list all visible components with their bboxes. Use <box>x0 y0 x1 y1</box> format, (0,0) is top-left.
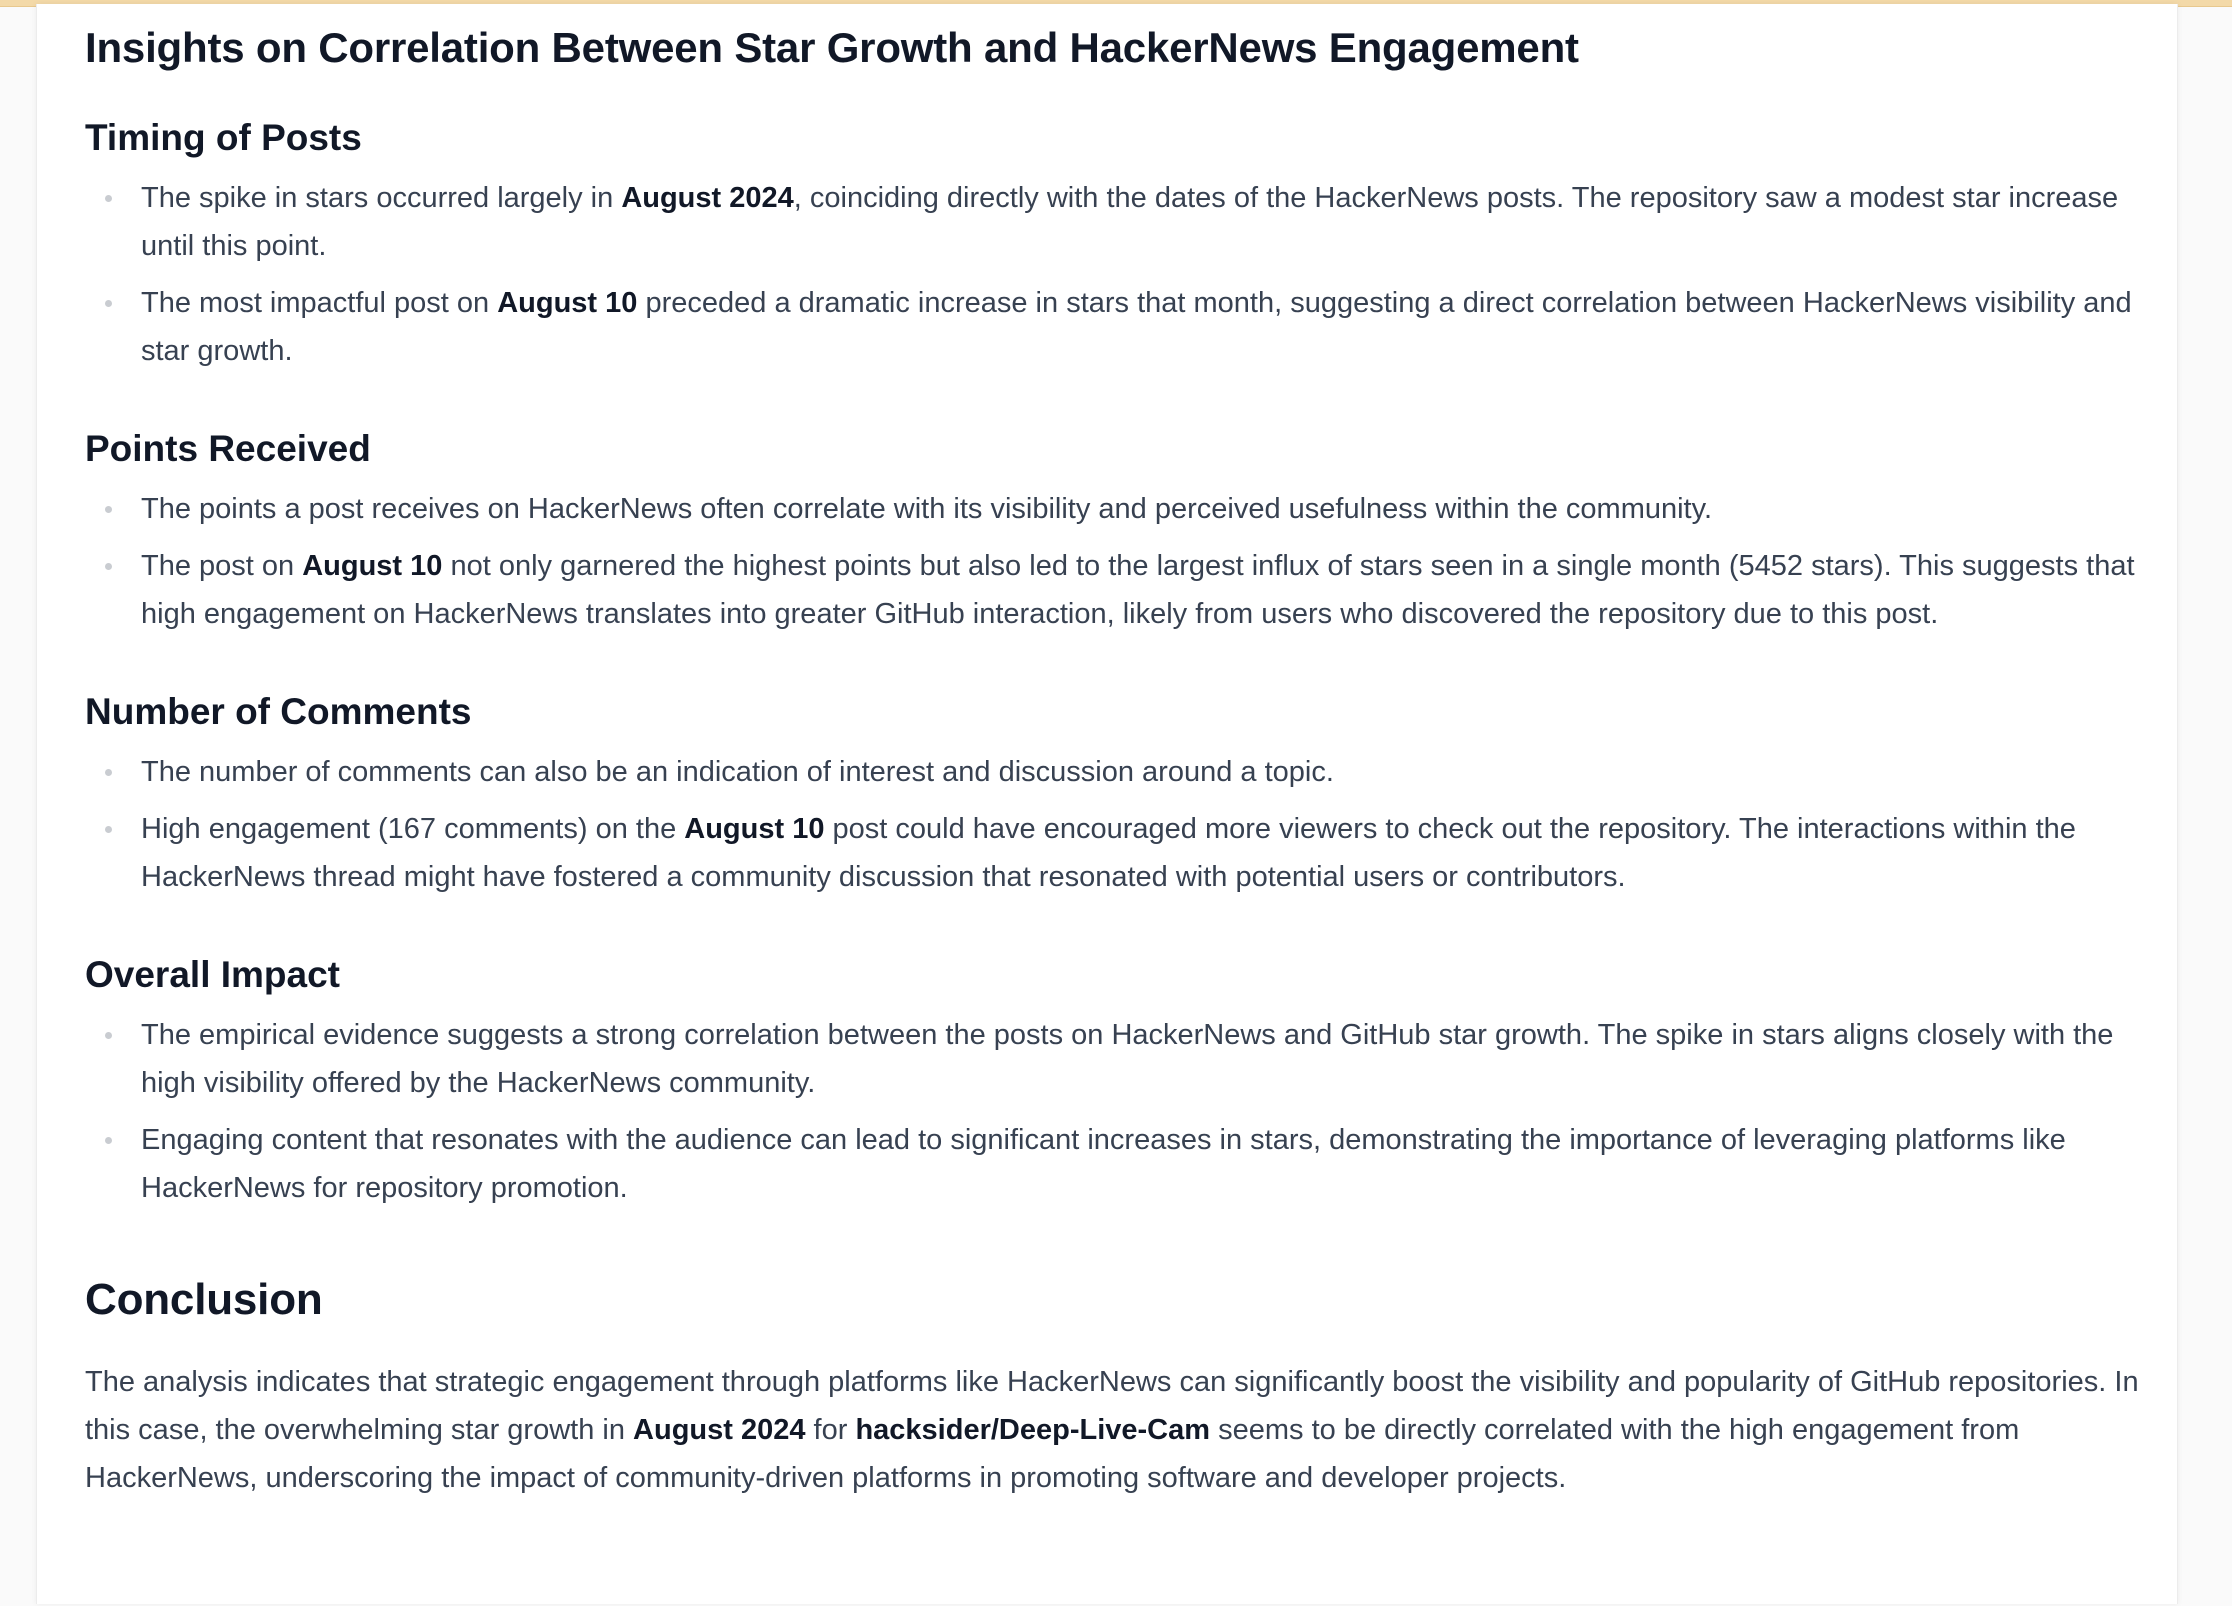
emphasis-date: August 10 <box>302 550 443 582</box>
comments-bullet-list <box>85 748 2171 901</box>
conclusion-paragraph: The analysis indicates that strategic engagement through platforms like HackerNews can significantly boost the visibility and popularity of GitHub repositories. In this case, the overwhelming star growth in August 2024 for hacksider/Deep-Live-Cam seems to be directly correlated with the high engagement from HackerNews, underscoring the impact of community-driven platforms in promoting software and developer projects. <box>85 1366 2139 1494</box>
section-heading-overall-impact: Overall Impact <box>85 954 341 995</box>
list-item: High engagement (167 comments) on the August 10 post could have encouraged more viewers to check out the repository. The interactions within the HackerNews thread might have fostered a community discussion that resonated with potential users or contributors. <box>141 805 2171 901</box>
repository-name: hacksider/Deep-Live-Cam <box>855 1414 1211 1446</box>
list-item: The spike in stars occurred largely in August 2024, coinciding directly with the dates of the HackerNews posts. The repository saw a modest star increase until this point. <box>141 174 2171 270</box>
points-bullet-list <box>85 485 2171 638</box>
page-title: Insights on Correlation Between Star Growth and HackerNews Engagement <box>85 24 1579 71</box>
list-item: The most impactful post on August 10 preceded a dramatic increase in stars that month, suggesting a direct correlation between HackerNews visibility and star growth. <box>141 279 2171 375</box>
impact-bullet-list <box>85 1011 2171 1212</box>
emphasis-date: August 10 <box>497 287 638 319</box>
list-item: The empirical evidence suggests a strong correlation between the posts on HackerNews and GitHub star growth. The spike in stars aligns closely with the high visibility offered by the HackerNews community. <box>141 1011 2171 1107</box>
conclusion-heading: Conclusion <box>85 1275 323 1324</box>
list-item: The post on August 10 not only garnered the highest points but also led to the largest influx of stars seen in a single month (5452 stars). This suggests that high engagement on HackerNews translates into greater GitHub interaction, likely from users who discovered the repository due to this post. <box>141 542 2171 638</box>
emphasis-date: August 2024 <box>621 182 794 214</box>
list-item: The number of comments can also be an indication of interest and discussion around a topic. <box>141 748 2171 796</box>
list-item: The points a post receives on HackerNews often correlate with its visibility and perceived usefulness within the community. <box>141 485 2171 533</box>
timing-bullet-list <box>85 174 2171 375</box>
insights-card <box>36 4 2178 1604</box>
emphasis-date: August 10 <box>684 813 825 845</box>
section-heading-timing: Timing of Posts <box>85 117 362 158</box>
emphasis-date: August 2024 <box>633 1414 806 1446</box>
section-heading-comments: Number of Comments <box>85 691 472 732</box>
section-heading-points: Points Received <box>85 428 371 469</box>
list-item: Engaging content that resonates with the audience can lead to significant increases in stars, demonstrating the importance of leveraging platforms like HackerNews for repository promotion. <box>141 1116 2171 1212</box>
